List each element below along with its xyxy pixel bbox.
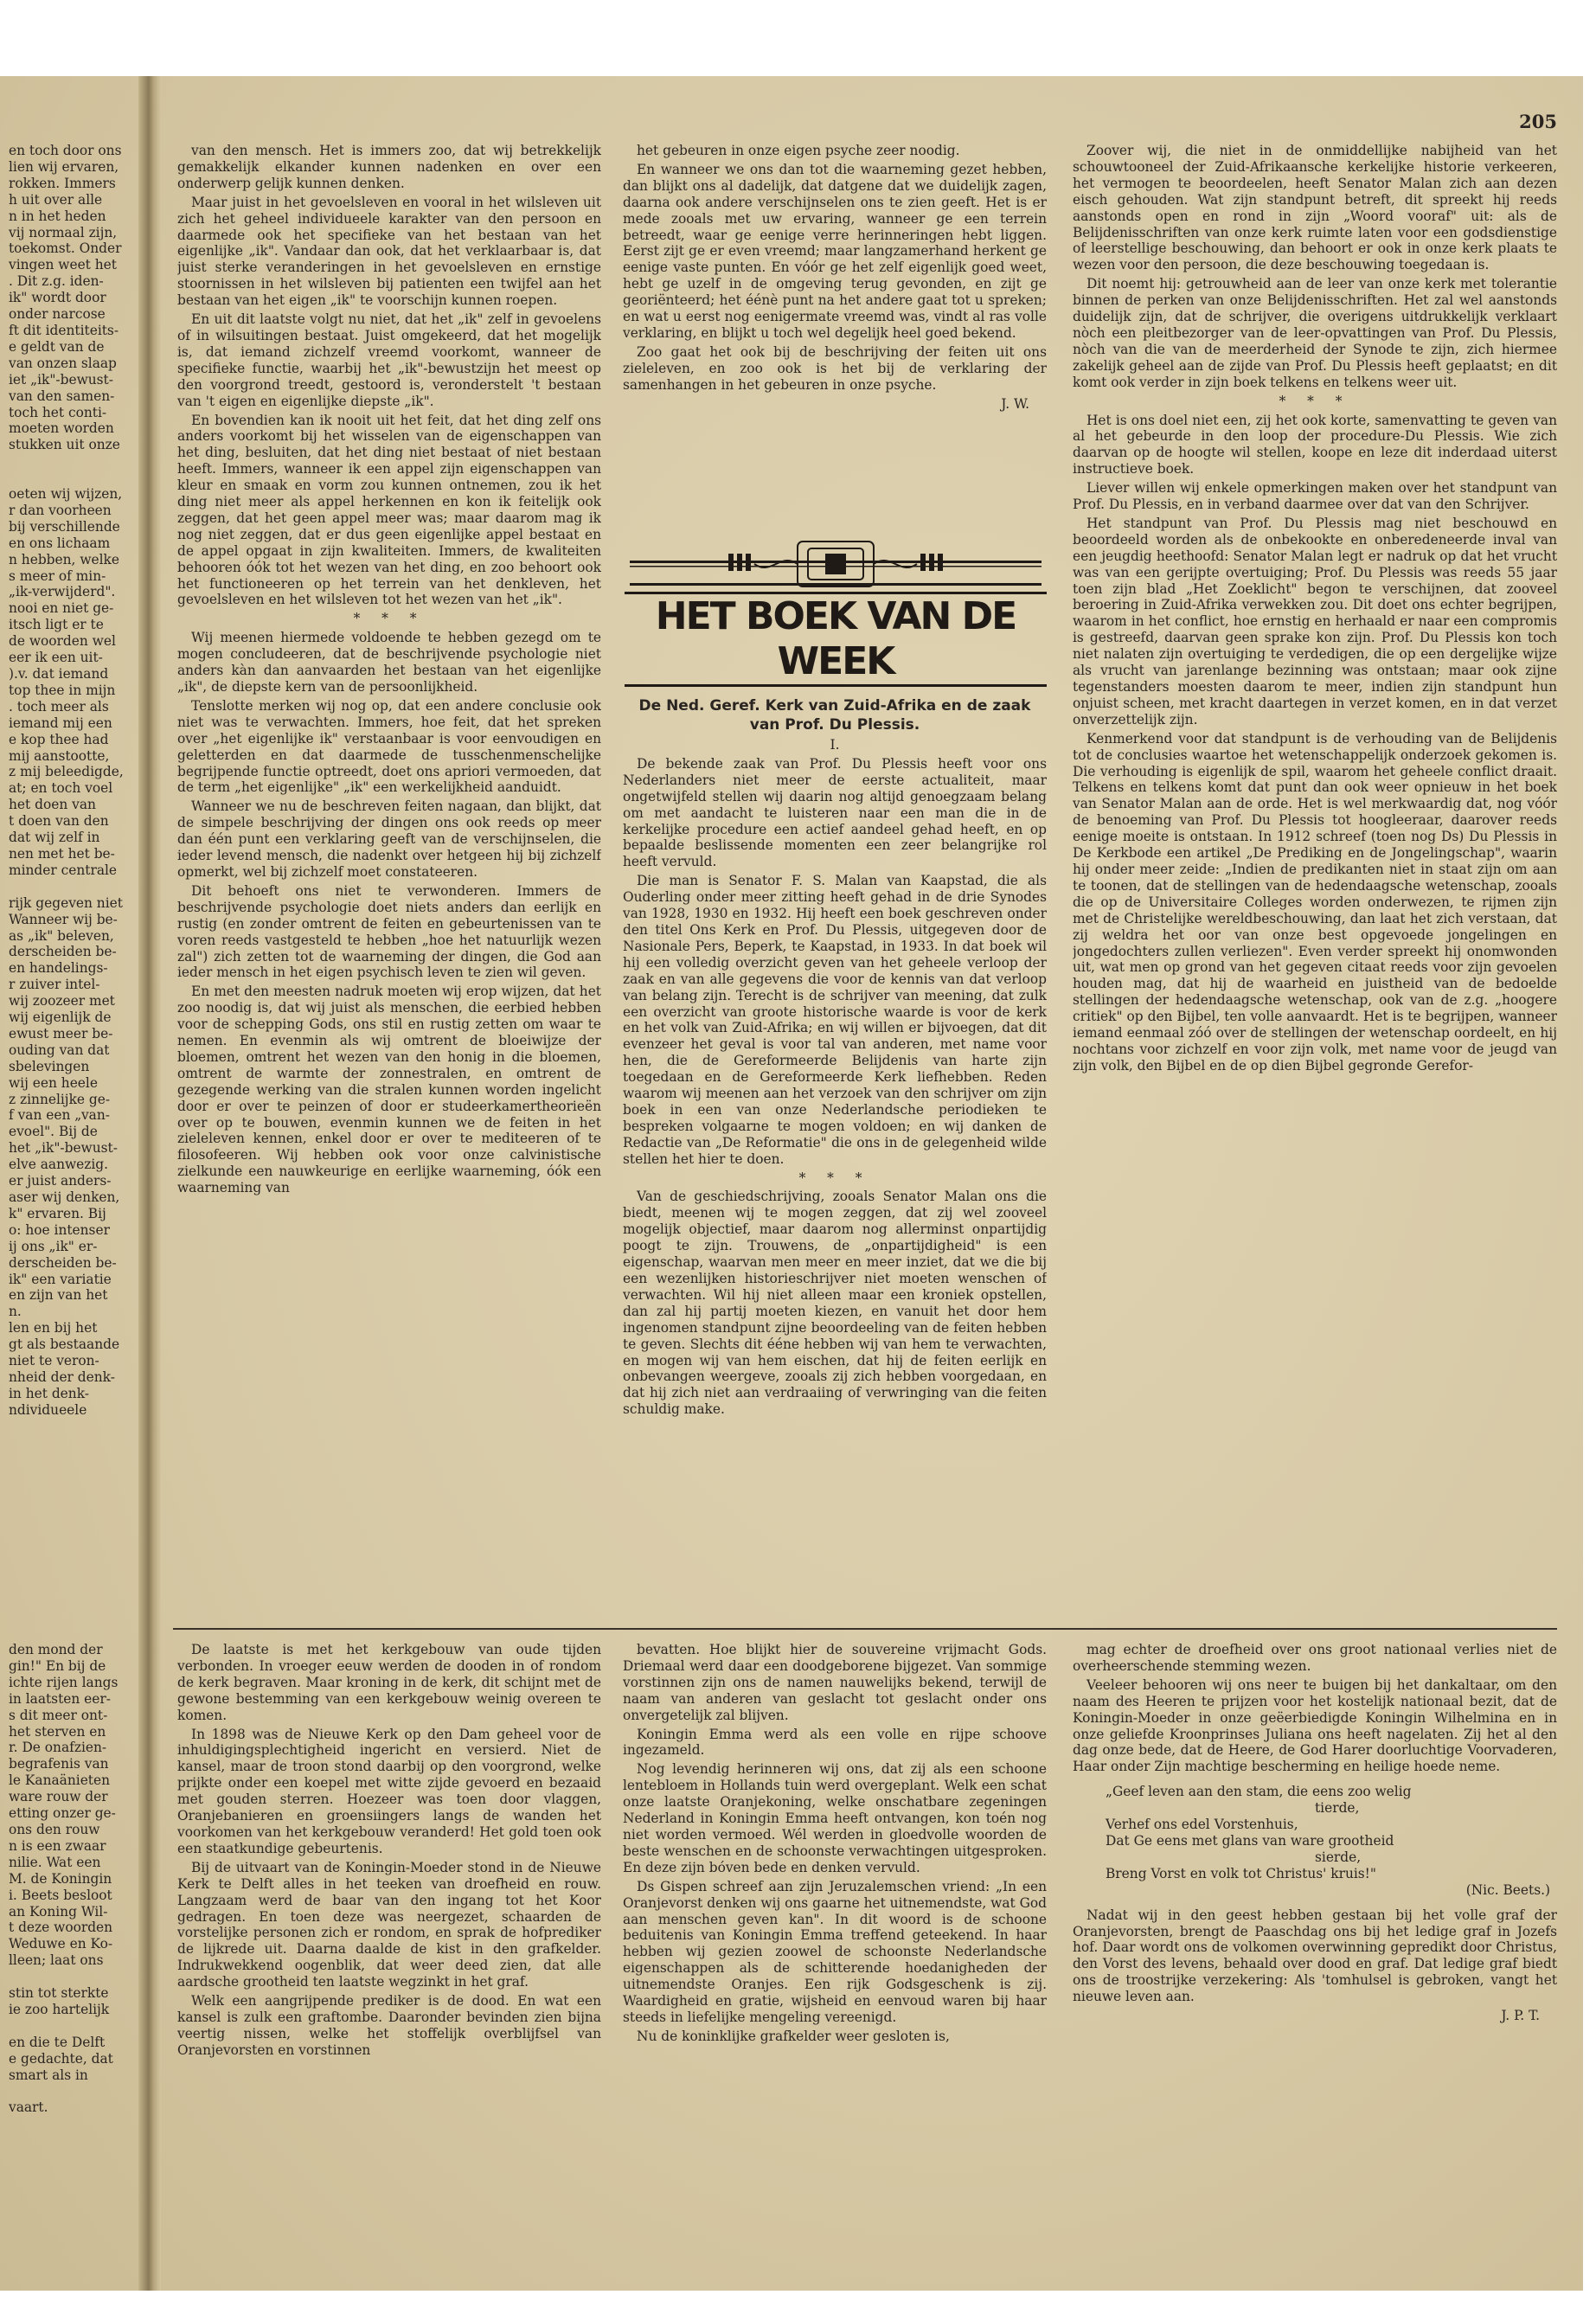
text-line: en toch door ons (9, 143, 122, 158)
banner-ornament-icon (625, 535, 1047, 595)
column-3-top (1073, 143, 1557, 1613)
text-line: gin!" En bij de (9, 1657, 106, 1674)
text-line: nheid der denk- (9, 1368, 115, 1385)
text-line: as „ik" beleven, (9, 927, 114, 944)
book-of-the-week-banner (625, 535, 1047, 683)
text-line: en handelings- (9, 960, 108, 977)
text-line: ik" wordt door (9, 290, 106, 306)
text-line: derscheiden be- (9, 1254, 117, 1271)
paragraph: van den mensch. Het is immers zoo, dat wij betrekkelijk gemakkelijk elkander kunnen nadenken en over een onderwerp gelijk kunnen denken. (177, 143, 601, 191)
text-line: stin tot sterkte (9, 1985, 109, 2002)
text-line: e kop thee had (9, 731, 109, 747)
paragraph: Nu de koninklijke grafkelder weer gesloten is, (637, 2028, 950, 2044)
paragraph: Het standpunt van Prof. Du Plessis mag niet beschouwd en beoordeeld worden als de onbekookte en onberedeneerde inval van een jeugdig heethoofd: Senator Malan legt er nadruk op dat het vrucht was van een gerijpte overtuiging; Prof. Du Plessis was reeds 55 jaar toen zijn blad „Het Zoeklicht" begon te verschijnen, dat zooveel beroering in Zuid-Afrika verwekken zou. Dit doet ons echter begrijpen, waarom in het conflict, hoe ernstig en herhaald er naar een compromis is gestreefd, daarvan geen sprake kon zijn. Prof. Du Plessis kon toch niet nalaten zijn overtuiging te verdedigen, die op een dergelijke wijze als vrucht van jarenlange bezinning was ontstaan; maar ook zijne tegenstanders moesten daarom te meer, indien zijn standpunt hun onjuist scheen, met kracht daartegen in verzet komen, en in dat verzet onverzettelijk zijn. (1073, 515, 1557, 727)
section-separator-stars: * * * (1279, 393, 1351, 409)
column-2-top (623, 143, 1047, 528)
text-line: in het denk- (9, 1385, 89, 1401)
paragraph: Van de geschiedschrijving, zooals Senator Malan ons die biedt, meenen wij te mogen zeggen, dat zij wel zooveel mogelijk objectief, maar daarom nog allerminst onpartijdig poogt te zijn. Trouwens, de „onpartijdigheid" is een eigenschap, waarvan men meer en meer inziet, dat we die bij een wezenlijken historieschrijver niet moeten wenschen of verwachten. Wil hij niet alleen maar een kroniek opstellen, dan zal hij partij moeten kiezen, en vanuit het door hem ingenomen standpunt zijne beoordeeling van de feiten hebben te geven. Slechts dit ééne hebben wij van hem te verwachten, en mogen wij van hem eischen, dat hij de feiten eerlijk en onbevangen weergeve, zooals zij zich hebben voorgedaan, en dat hij zich niet aan verdraaiing of verwringing van die feiten schuldig make. (623, 1189, 1047, 1418)
text-line: r zuiver intel- (9, 977, 100, 993)
paragraph: Het is ons doel niet een, zij het ook korte, samenvatting te geven van al het gebeurde in den loop der procedure-Du Plessis. Wie zich daarvan op de hoogte wil stellen, koope en leze dit inderdaad uiterst instructieve boek. (1073, 412, 1557, 478)
text-line: derscheiden be- (9, 944, 117, 960)
text-line: lien wij ervaren, (9, 158, 119, 175)
column-0-top (9, 143, 138, 1613)
text-line: „ik-verwijderd". (9, 584, 116, 600)
poem-line: „Geef leven aan den stam, die eens zoo welig (1106, 1784, 1412, 1800)
text-line: iemand mij een (9, 715, 112, 731)
text-line: elve aanwezig. (9, 1157, 109, 1173)
paragraph: Welk een aangrijpende prediker is de dood. En wat een kansel is zulk een graftombe. Daaronder bevinden zien bijna veertig nissen, welke het stoffelijk overblijfsel van Oranjevorsten en vorstinnen (177, 1993, 601, 2058)
text-line: t deze woorden (9, 1920, 113, 1936)
text-line: ).v. dat iemand (9, 666, 109, 682)
column-1-bottom (177, 1642, 601, 2282)
paragraph: Liever willen wij enkele opmerkingen maken over het standpunt van Prof. Du Plessis, en in verband daarmee over dat van den Schrijver. (1073, 480, 1557, 513)
text-line (9, 470, 138, 486)
text-line: ij ons „ik" er- (9, 1238, 98, 1254)
text-line: k" ervaren. Bij (9, 1205, 106, 1221)
poem-line: Verhef ons edel Vorstenhuis, (1106, 1817, 1298, 1833)
paragraph: mag echter de droefheid over ons groot nationaal verlies niet de overheerschende stemming wezen. (1073, 1642, 1557, 1674)
text-line: er juist anders- (9, 1173, 112, 1189)
paragraph: En met den meesten nadruk moeten wij erop wijzen, dat het zoo noodig is, dat wij juist als menschen, die eerbied hebben voor de schepping Gods, ons stil en rustig zetten om waar te nemen. En evenmin als wij omtrent de bloeiwijze der bloemen, omtrent het wezen van den honig in die bloemen, omtrent de warmte der zonnestralen, en omtrent de gezegende werking van die stralen kunnen worden ingelicht door er over te peinzen of door er studeerkamertheorieën over op te bouwen, evenmin kunnen we de feiten in het zieleleven kennen, enkel door er over te mediteeren of te filosofeeren. Wij hebben ook voor onze calvinistische zielkunde een nauwkeurige en eerlijke waarneming, óók een waarneming van (177, 984, 601, 1196)
text-line: len en bij het (9, 1320, 98, 1336)
text-line: i. Beets besloot (9, 1887, 112, 1903)
text-line: in laatsten eer- (9, 1690, 111, 1707)
text-line: vaart. (9, 2099, 48, 2116)
text-line: n. (9, 1304, 22, 1320)
paragraph: De laatste is met het kerkgebouw van oude tijden verbonden. In vroeger eeuw werden de dooden in of rondom de kerk begraven. Maar kroning in de kerk, dit schijnt met de gewone bestemming van een kerkgebouw weinig overeen te komen. (177, 1642, 601, 1723)
paragraph: Bij de uitvaart van de Koningin-Moeder stond in de Nieuwe Kerk te Delft alles in het teeken van droefheid en rouw. Langzaam werd de baar van den ingang tot het Koor gedragen. En toen deze was neergezet, schaarden de vorstelijke personen zich er rondom, en sprak de hofprediker de lijkrede uit. Daarna daalde de kist in den grafkelder. Indrukwekkend oogenblik, dat weer deed zien, dat alle aardsche grootheid ten laatste wegzinkt in het graf. (177, 1859, 601, 1990)
text-line (9, 879, 138, 895)
text-line: at; en toch voel (9, 780, 113, 797)
text-line: ichte rijen langs (9, 1674, 119, 1690)
text-line: r dan voorheen (9, 502, 112, 518)
paragraph: Nog levendig herinneren wij ons, dat zij als een schoone lentebloem in Hollands tuin werd overgeplant. Welk een schat onze laatste Oranjekoning, welke onschatbare zegeningen Nederland in Koningin Emma heeft ontvangen, kon toén nog niet worden vermoed. Wél werden in gloedvolle woorden de beste wenschen en de schoonste verwachtingen uitgesproken. En deze zijn bóven bede en denken vervuld. (623, 1761, 1047, 1875)
paragraph: En bovendien kan ik nooit uit het feit, dat het ding zelf ons anders voorkomt bij het wisselen van de eigenschappen van het ding, besluiten, dat het ding niet bestaat of niet bestaan heeft. Immers, wanneer ik een appel zijn eigenschappen van kleur en smaak en vorm zou kunnen ontnemen, zou ik het ding niet meer als appel herkennen en kon ik feitelijk ook zeggen, dat het geen appel meer was; maar daarom mag ik nog niet zeggen, dat er dus geen eigenlijke appel bestaat en de appel opgaat in zijn kwaliteiten. Immers, de kwaliteiten behooren óók tot het wezen van het ding, en zoo behoort ook het functioneeren op het terrein van het denkleven, het gevoelsleven en het wilsleven tot het wezen van het „ik". (177, 412, 601, 608)
paragraph: Zoo gaat het ook bij de beschrijving der feiten uit ons zieleleven, en zoo ook is het bij de verklaring der samenhangen in het gebeuren in onze psyche. (623, 343, 1047, 393)
text-line: gt als bestaande (9, 1336, 120, 1353)
text-line: ware rouw der (9, 1789, 108, 1805)
section-separator-stars: * * * (798, 1170, 871, 1186)
text-line: itsch ligt er te (9, 617, 104, 633)
text-line: van onzen slaap (9, 355, 117, 371)
column-1-top (177, 143, 601, 1613)
text-line: ewust meer be- (9, 1025, 113, 1042)
article-2-section-number: I. (830, 737, 840, 753)
paragraph: Nadat wij in den geest hebben gestaan bij het volle graf der Oranjevorsten, brengt de Paaschdag ons bij het ledige graf in Jozefs hof. Daar wordt ons de volkomen overwinning gepredikt door Christus, den Vorst des levens, behaald over dood en graf. Dat ledige graf biedt ons de troostrijke verzekering: Als 'tomhulsel is gebroken, vangt het nieuwe leven aan. (1073, 1907, 1557, 2005)
text-line: bij verschillende (9, 518, 120, 535)
text-line: wij eigenlijk de (9, 1009, 112, 1026)
page-number: 205 (1519, 111, 1557, 132)
text-line (9, 1969, 138, 1985)
article-2-title: De Ned. Geref. Kerk van Zuid-Afrika en de zaak van Prof. Du Plessis. (638, 697, 1031, 734)
text-line: het doen van (9, 797, 96, 813)
text-line: ft dit identiteits- (9, 322, 119, 338)
text-line: r. De onafzien- (9, 1740, 107, 1756)
text-line: den mond der (9, 1642, 103, 1657)
text-line: stukken uit onze (9, 437, 120, 453)
text-line: dat wij zelf in (9, 830, 100, 846)
paragraph: Koningin Emma werd als een volle en rijpe schoove ingezameld. (623, 1726, 1047, 1759)
text-line: ouding van dat (9, 1042, 110, 1058)
text-line: toch het conti- (9, 404, 107, 420)
text-line: nooi en niet ge- (9, 600, 114, 617)
column-2-middle (623, 696, 1047, 1613)
text-line: evoel". Bij de (9, 1124, 98, 1140)
paragraph: De bekende zaak van Prof. Du Plessis heeft voor ons Nederlanders niet meer de eerste actualiteit, maar ongetwijfeld stellen wij daarin nog altijd genoegzaam belang om met aandacht te luisteren naar een man die in de kerkelijke procedure een actief aandeel gehad heeft, en op bepaalde beslissende momenten een zeer belangrijke rol heeft vervuld. (623, 755, 1047, 870)
text-line: en ons lichaam (9, 535, 111, 551)
text-line: vingen weet het (9, 257, 117, 273)
paragraph: Wij meenen hiermede voldoende te hebben gezegd om te mogen concludeeren, dat de beschrijvende psychologie niet anders kàn dan aanvaarden het bestaan van het eigenlijke „ik", de diepste kern van de persoonlijkheid. (177, 630, 601, 695)
text-line: minder centrale (9, 862, 118, 878)
paragraph: het gebeuren in onze eigen psyche zeer noodig. (637, 143, 960, 158)
text-line: iet „ik"-bewust- (9, 371, 113, 388)
text-line: het „ik"-bewust- (9, 1140, 118, 1157)
text-line: van den samen- (9, 388, 115, 404)
text-line: o: hoe intenser (9, 1221, 110, 1238)
text-line: h uit over alle (9, 191, 103, 208)
text-line: ndividueele (9, 1401, 87, 1418)
text-line: de woorden wel (9, 633, 116, 650)
poem-line: Breng Vorst en volk tot Christus' kruis!" (1106, 1865, 1376, 1881)
text-line: rokken. Immers (9, 175, 116, 191)
text-line: wij zoozeer met (9, 993, 115, 1009)
text-line: sbelevingen (9, 1058, 90, 1074)
text-line: etting onzer ge- (9, 1805, 116, 1822)
text-line: rijk gegeven niet (9, 894, 123, 911)
text-line: onder narcose (9, 306, 106, 323)
text-line: nen met het be- (9, 845, 115, 862)
text-line: Wanneer wij be- (9, 911, 118, 927)
paragraph: Veeleer behooren wij ons neer te buigen bij het dankaltaar, om den naam des Heeren te prijzen voor het kostelijk nationaal bezit, dat de Koningin-Moeder in onze geëerbiedigde Koningin Wilhelmina en in onze geliefde Kroonprinses Juliana ons heeft nagelaten. Zij het al den dag onze bede, dat de Heere, de God Harer doorluchtige Voorvaderen, Haar onder Zijn machtige bescherming en heilige hoede neme. (1073, 1676, 1557, 1775)
text-line: le Kanaänieten (9, 1772, 111, 1789)
text-line: niet te veron- (9, 1353, 99, 1369)
banner-title: HET BOEK VAN DE WEEK (625, 592, 1047, 687)
text-line: wij een heele (9, 1074, 98, 1091)
text-line: an Koning Wil- (9, 1903, 108, 1920)
text-line: moeten worden (9, 420, 114, 437)
column-2-middle-paragraphs (623, 756, 1047, 1418)
text-line: ie zoo hartelijk (9, 2001, 110, 2017)
column-3-bottom-paragraphs (1073, 1642, 1557, 1775)
text-line (9, 2018, 138, 2035)
text-line: z mij beleedigde, (9, 764, 124, 780)
book-gutter (138, 76, 161, 2291)
text-line: e geldt van de (9, 338, 105, 355)
paragraph: Dit behoeft ons niet te verwonderen. Immers de beschrijvende psychologie doet niets anders dan eerlijk en rustig (en zonder omtrent de feiten en gebeurtenissen van te voren reeds vastgesteld te hebben „hoe het natuurlijk wezen zal") zich zetten tot de waarneming der dingen, die God aan ieder mensch in het eigen psychisch leven te zien wil geven. (177, 882, 601, 981)
paragraph: Die man is Senator F. S. Malan van Kaapstad, die als Ouderling onder meer zitting heeft gehad in de drie Synodes van 1928, 1930 en 1932. Hij heeft een boek geschreven onder den titel Ons Kerk en Prof. Du Plessis, uitgegeven door de Nasionale Pers, Beperk, te Kaapstad, in 1933. In dat boek wil hij een volledig overzicht geven van het geheele verloop der zaak en van alle gegevens die voor de kennis van dat verloop van belang zijn. Terecht is de schrijver van meening, dat zulk een overzicht van groote historische waarde is voor de kerk en het volk van Zuid-Afrika; en wij willen er bijvoegen, dat dit evenzeer het geval is voor tal van anderen, met name voor hen, die de Gereformeerde Belijdenis van harte zijn toegedaan en de Gereformeerde Kerk liefhebben. Reden waarom wij meenen aan het verzoek van den schrijver om zijn boek in een van onze Nederlandsche periodieken te bespreken volgaarne te mogen voldoen; en wij danken de Redactie van „De Reformatie" die ons in de gelegenheid wilde stellen het hier te doen. (623, 873, 1047, 1167)
paragraph: bevatten. Hoe blijkt hier de souvereine vrijmacht Gods. Driemaal werd daar een doodgeborene bijgezet. Van sommige vorstinnen zijn ons de namen nauwelijks bekend, terwijl de naam van anderen van geslacht tot geslacht onder ons onvergetelijk zal blijven. (623, 1642, 1047, 1723)
text-line: aser wij denken, (9, 1189, 120, 1205)
text-line (9, 2083, 138, 2099)
paragraph: Tenslotte merken wij nog op, dat een andere conclusie ook niet was te verwachten. Immers, hoe feit, dat het spreken over „het eigenlijke ik" verstaanbaar is voor eenvoudigen en geletterden en dat daarmede de tusschenmenschelijke begrijpende functie optreedt, doet ons apriori vermoeden, dat de term „het eigenlijke" „ik" een werkelijkheid aanduidt. (177, 697, 601, 796)
column-0-bottom (9, 1642, 138, 2282)
text-line: n in het heden (9, 208, 106, 224)
column-2-top-paragraphs (623, 143, 1047, 394)
column-2-bottom (623, 1642, 1047, 2282)
text-line: ik" een variatie (9, 1271, 112, 1287)
article-2-signature: J. P. T. (1501, 2008, 1540, 2024)
paragraph: Zoover wij, die niet in de onmiddellijke nabijheid van het schouwtooneel der Zuid-Afrikaansche kerkelijke historie verkeeren, het vermogen te beoordeelen, heeft Senator Malan zich aan dezen eisch gehouden. Wat zijn standpunt betreft, dit spreekt hij reeds aanstonds open en rond in zijn „Woord vooraf" uit: als de Belijdenisschriften van onze kerk ruimte laten voor een godsdienstige of leerstellige beschouwing, dan behoort er ook in onze kerk plaats te wezen voor den persoon, die deze beschouwing toegedaan is. (1073, 143, 1557, 273)
paragraph: En wanneer we ons dan tot die waarneming gezet hebben, dan blijkt ons al dadelijk, dat datgene dat we duidelijk zagen, daarna ook andere verschijnselen ons te zien geeft. Het is er mede zooals met uw ervaring, wanneer ge een terrein betreedt, waar ge eenige verre herinneringen hebt liggen. Eerst zijt ge er even vreemd; maar langzamerhand herkent ge eenige vaste punten. En vóór ge het zelf eigenlijk goed weet, hebt ge uzelf in de omgeving terug gevonden, en zijt ge georiënteerd; het éénè punt na het andere gaat tot u spreken; en wat u eerst nog eenigermate vreemd was, vindt al ras volle verklaring, en blijkt u toch wel degelijk heel goed bekend. (623, 161, 1047, 341)
text-line: en die te Delft (9, 2034, 106, 2050)
poem-quote (1073, 1784, 1557, 1898)
text-line: smart als in (9, 2067, 88, 2083)
text-line: s dit meer ont- (9, 1707, 108, 1723)
poem-line: Dat Ge eens met glans van ware grootheid (1106, 1832, 1394, 1849)
text-line: vij normaal zijn, (9, 224, 118, 240)
text-line: . Dit z.g. iden- (9, 273, 104, 290)
text-line: s meer of min- (9, 567, 106, 584)
paragraph: En uit dit laatste volgt nu niet, dat het „ik" zelf in gevoelens of in wilsuitingen bestaat. Juist omgekeerd, dat het mogelijk is, dat iemand zichzelf vreemd voorkomt, wanneer de specifieke functie, waarbij het „ik"-bewustzijn het meest op den voorgrond treedt, gestoord is, veronderstelt 't bestaan van 't eigen en eigenlijke diepste „ik". (177, 311, 601, 409)
text-line: . toch meer als (9, 698, 109, 715)
column-3-bottom (1073, 1642, 1557, 2282)
column-3-bottom-after-paragraphs (1073, 1907, 1557, 2005)
text-line: ons den rouw (9, 1821, 100, 1837)
text-line: z zinnelijke ge- (9, 1091, 111, 1107)
text-line: toekomst. Onder (9, 240, 122, 257)
text-line: e gedachte, dat (9, 2050, 113, 2067)
text-line: M. de Koningin (9, 1870, 112, 1887)
horizontal-divider (173, 1628, 1557, 1630)
text-line: het sterven en (9, 1723, 106, 1740)
text-line: Weduwe en Ko- (9, 1936, 113, 1952)
text-line: eer ik een uit- (9, 650, 103, 666)
paragraph: In 1898 was de Nieuwe Kerk op den Dam geheel voor de inhuldigingsplechtigheid ingericht en versierd. Niet de kansel, maar de troon stond daarbij op den voorgrond, welke prijkte onder een koepel met witte zijde gevoerd en bezaaid met gouden sterren. Hoezeer was toen door vlaggen, Oranjebanieren en groensiingers langs de wanden het voorkomen van het kerkgebouw veranderd! Het gold toen ook een staatkundige gebeurtenis. (177, 1726, 601, 1856)
article-1-signature: J. W. (1001, 395, 1029, 412)
paragraph: Kenmerkend voor dat standpunt is de verhouding van de Belijdenis tot de conclusies waartoe het wetenschappelijk onderzoek gekomen is. Die verhouding is eigenlijk de spil, waarom het geheele conflict draait. Telkens en telkens komt dat punt dan ook weer opnieuw in het boek van Senator Malan aan de orde. Het is wel merkwaardig dat, nog vóór de benoeming van Prof. Du Plessis tot hoogleeraar, daarover reeds eenige moeite is ontstaan. In 1912 schreef (toen nog Ds) Du Plessis in De Kerkbode een artikel „De Prediking en de Jongelingschap", waarin hij onder meer zeide: „Indien de predikanten niet in staat zijn om aan te toonen, dat de stellingen van de hedendaagsche wetenschap, zooals die op de Universitaire Colleges worden onderwezen, te rijmen zijn met de Christelijke wereldbeschouwing, dan laat het zich verstaan, dat zij weldra het oor van onze best opgevoede jongelingen en jongedochters zullen verliezen". Even verder spreekt hij onomwonden uit, wat men op grond van het gegeven citaat reeds voor zijn gevoelen houden mag, dat hij de waarheid en juistheid van de bedoelde stellingen der hedendaagsche wetenschap, ook van de z.g. „hoogere critiek" op den Bijbel, ten volle aanvaardt. Het is te begrijpen, wanneer iemand eenmaal zóó over de stellingen der wetenschap oordeelt, en hij nochtans voor zichzelf en voor zijn volk, met name voor de jeugd van zijn volk, den Bijbel en de op dien Bijbel gegronde Gerefor- (1073, 730, 1557, 1074)
text-line: mij aanstootte, (9, 747, 110, 764)
poem-line: sierde, (1315, 1849, 1362, 1865)
text-line: begrafenis van (9, 1756, 109, 1772)
text-line: t doen van den (9, 813, 109, 830)
paragraph: Wanneer we nu de beschreven feiten nagaan, dan blijkt, dat de simpele beschrijving der dingen ons ook reeds op meer dan één punt een verklaring geeft van de verschijnselen, die ieder levend mensch, die nadenkt over hetgeen hij bij zichzelf opmerkt, wel bij zichzelf moet constateeren. (177, 798, 601, 880)
paragraph: Maar juist in het gevoelsleven en vooral in het wilsleven uit zich het geheel individueele karakter van den persoon en daarmede ook het specifieke van het bestaan van het eigenlijke „ik". Vandaar dan ook, dat het verklaarbaar is, dat juist sterke veranderingen in het gevoelsleven en ernstige stoornissen in het wilsleven bij patienten een twijfel aan het bestaan van het eigen „ik" te voorschijn kunnen roepen. (177, 194, 601, 309)
section-separator-stars: * * * (353, 611, 426, 627)
text-line: nilie. Wat een (9, 1854, 101, 1870)
text-line: en zijn van het (9, 1287, 108, 1304)
paragraph: Dit noemt hij: getrouwheid aan de leer van onze kerk met tolerantie binnen de perken van onze Belijdenisschriften. Het zal wel aanstonds duidelijk zijn, dat de schrijver, die overigens uitdrukkelijk verklaart nòch een pleitbezorger van de leer-opvattingen van Prof. Du Plessis, nòch van die van de meerderheid der Synode te zijn, zich hiermee zakelijk geheel aan de zijde van Prof. Du Plessis heeft geplaatst; en dit komt ook verder in zijn boek telkens en telkens weer uit. (1073, 276, 1557, 390)
poem-author: (Nic. Beets.) (1465, 1881, 1550, 1898)
text-line (9, 453, 138, 470)
paragraph: Ds Gispen schreef aan zijn Jeruzalemschen vriend: „In een Oranjevorst denken wij ons gaarne het uitnemendste, wat God aan menschen geven kan". In dit woord is de schoone beduitenis van Koningin Emma treffend geteekend. In haar hebben wij gezien zoowel de schoonste Nederlandsche eigenschappen als de schitterende hoedanigheden der uitnemendste Oranjes. Een rijk Godsgeschenk is zij. Waardigheid en gratie, wijsheid en eenvoud waren bij haar steeds in liefelijke mengeling vereenigd. (623, 1878, 1047, 2025)
text-line: n is een zwaar (9, 1837, 106, 1854)
text-line: n hebben, welke (9, 551, 119, 567)
poem-line: tierde, (1315, 1800, 1360, 1817)
text-line: lleen; laat ons (9, 1952, 104, 1969)
text-line: top thee in mijn (9, 682, 116, 698)
text-line: oeten wij wijzen, (9, 486, 123, 503)
text-line: f van een „van- (9, 1107, 110, 1124)
